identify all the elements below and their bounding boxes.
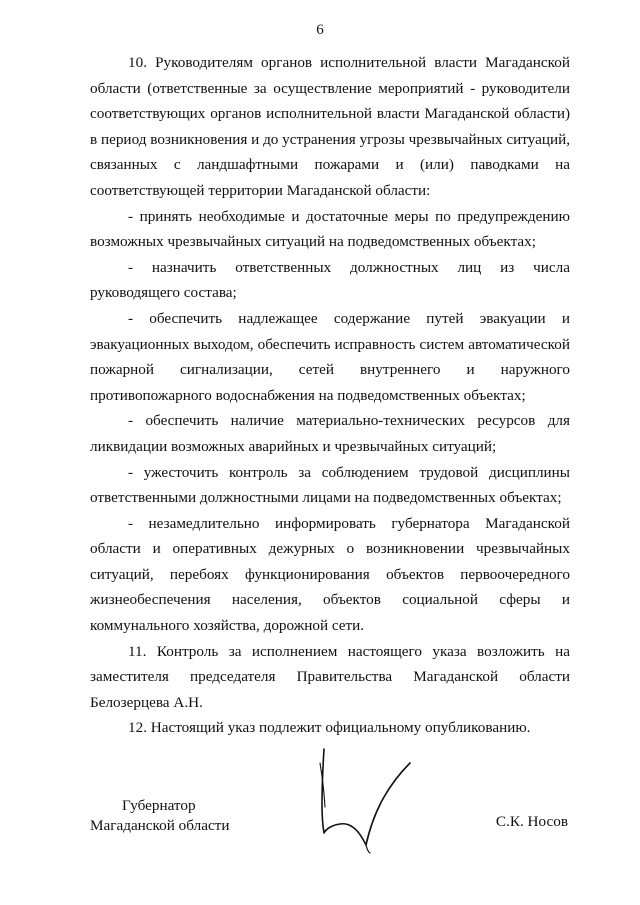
paragraph-10-item-6: - незамедлительно информировать губернатора Магаданской области и оперативных дежурных о возникновении чрезвычайных ситуаций, перебоях функционирования объектов первоочередного жизнеобеспечения населения, объектов социальной сферы и коммунального хозяйства, дорожной сети. (90, 514, 570, 635)
signatory-title-line1: Губернатор (122, 797, 196, 814)
paragraph-10: 10. Руководителям органов исполнительной власти Магаданской области (ответственные за осуществление мероприятий - руководители соответствующих органов исполнительной власти Магаданской области) в период возникновения и до устранения угрозы чрезвычайных ситуаций, связанных с ландшафтными пожарами и (или) паводками на соответствующей территории Магаданской области: (90, 54, 570, 199)
paragraph-10-item-2: - назначить ответственных должностных лиц из числа руководящего состава; (90, 258, 570, 302)
paragraph-10-item-4: - обеспечить наличие материально-технических ресурсов для ликвидации возможных аварийных и чрезвычайных ситуаций; (90, 412, 570, 455)
handwritten-signature (310, 745, 420, 855)
paragraph-11: 11. Контроль за исполнением настоящего указа возложить на заместителя председателя Правительства Магаданской области Белозерцева А.Н. (90, 642, 570, 711)
paragraph-10-item-3: - обеспечить надлежащее содержание путей эвакуации и эвакуационных выходом, обеспечить исправность систем автоматической пожарной сигнализации, сетей внутреннего и наружного противопожарного водоснабжения на подведомственных объектах; (90, 309, 570, 404)
page-number: 6 (316, 22, 324, 38)
paragraph-10-item-1: - принять необходимые и достаточные меры по предупреждению возможных чрезвычайных ситуаций на подведомственных объектах; (90, 207, 570, 251)
signatory-title-line2: Магаданской области (90, 817, 230, 834)
paragraph-12: 12. Настоящий указ подлежит официальному опубликованию. (128, 719, 531, 737)
paragraph-10-item-5: - ужесточить контроль за соблюдением трудовой дисциплины ответственными должностными лицами на подведомственных объектах; (90, 463, 570, 507)
signatory-name: С.К. Носов (495, 813, 568, 830)
signatory-title (90, 796, 270, 836)
